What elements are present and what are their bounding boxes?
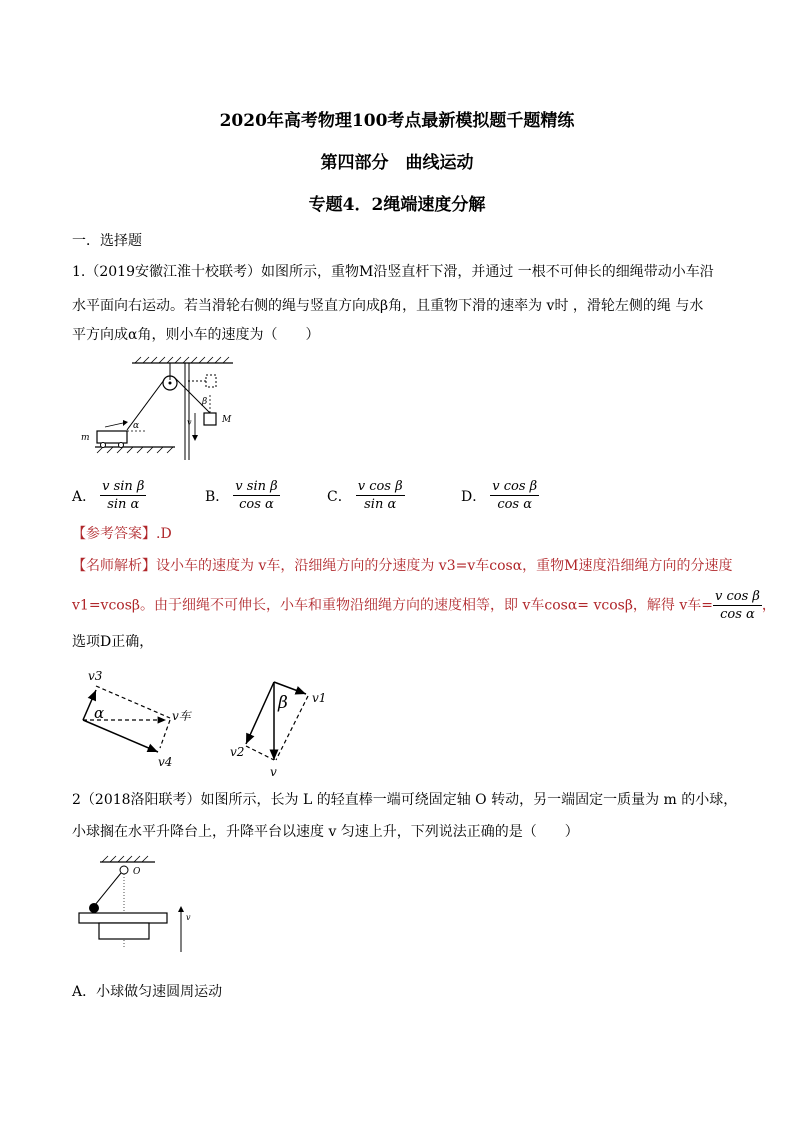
- part-title: 第四部分 曲线运动: [320, 153, 474, 173]
- q1-option-a-label: A．: [72, 488, 97, 505]
- section-heading: 一．选择题: [72, 233, 142, 249]
- q1-option-d[interactable]: [461, 478, 539, 513]
- q1-option-a-den: sin α: [107, 497, 140, 512]
- doc-title: 2020年高考物理100考点最新模拟题千题精练: [219, 111, 575, 131]
- q2-text-line2: 小球搁在水平升降台上，升降平台以速度 v 匀速上升，下列说法正确的是（ ）: [72, 824, 579, 840]
- vec-alpha: α: [94, 704, 105, 722]
- q1-text-line2: 水平面向右运动。若当滑轮右侧的绳与竖直方向成β角，且重物下滑的速率为 v时 ，滑轮左侧的绳 与水: [72, 298, 704, 314]
- q1-vector-figure: [78, 668, 348, 778]
- q1-option-d-num: v cos β: [492, 479, 538, 494]
- q1-analysis-line2: [72, 588, 776, 623]
- q1-fig-v: v: [187, 418, 192, 427]
- q2-text-line1: 2（2018洛阳联考）如图所示，长为 L 的轻直棒一端可绕固定轴 O 转动，另一端固定一质量为 m 的小球，: [72, 792, 738, 808]
- q2-lift-figure: [75, 852, 200, 957]
- q1-option-b-num: v sin β: [235, 479, 278, 494]
- analysis-line2-text: v1=vcosβ。由于细绳不可伸长，小车和重物沿细绳方向的速度相等，即 v车cosα= vcosβ，解得 v车=: [72, 597, 713, 614]
- q1-option-a-num: v sin β: [102, 479, 145, 494]
- analysis-line1-text: 设小车的速度为 v车，沿细绳方向的分速度为 v3=v车cosα，重物M速度沿细绳方向的分速度: [156, 558, 733, 574]
- analysis-frac-num: v cos β: [715, 589, 760, 604]
- q1-option-a[interactable]: [72, 478, 146, 513]
- q1-fig-m: m: [81, 433, 90, 443]
- q1-option-d-label: D．: [461, 488, 487, 505]
- q1-pulley-figure: [75, 355, 235, 465]
- topic-title: 专题4．2绳端速度分解: [308, 195, 486, 215]
- q1-fig-alpha: α: [133, 421, 140, 431]
- q1-option-c-num: v cos β: [357, 479, 403, 494]
- q2-fig-O: O: [133, 867, 141, 877]
- q1-option-b-den: cos α: [239, 497, 274, 512]
- q1-text-line3: 平方向成α角，则小车的速度为（ ）: [72, 327, 320, 343]
- q1-analysis-line3: 选项D正确，: [72, 634, 154, 650]
- q1-answer: [72, 524, 172, 544]
- vec-v4: v4: [158, 755, 173, 769]
- answer-value: .D: [156, 526, 172, 542]
- vec-v1: v1: [312, 691, 327, 705]
- vec-beta: β: [278, 693, 288, 713]
- analysis-frac-den: cos α: [720, 607, 755, 622]
- analysis-line2-tail: ，: [761, 597, 776, 614]
- vec-v3: v3: [88, 669, 103, 683]
- q1-fig-beta: β: [202, 397, 208, 407]
- analysis-tag: 【名师解析】: [72, 558, 156, 574]
- q1-text-line1: 1.（2019安徽江淮十校联考）如图所示，重物M沿竖直杆下滑，并通过 一根不可伸长的细绳带动小车沿: [72, 264, 714, 280]
- vec-v2: v2: [230, 745, 245, 759]
- q1-option-c[interactable]: [327, 478, 405, 513]
- q2-option-a[interactable]: A．小球做匀速圆周运动: [72, 984, 223, 1000]
- q1-option-c-den: sin α: [364, 497, 397, 512]
- vec-v: v: [270, 765, 277, 778]
- q1-option-c-label: C．: [327, 488, 352, 505]
- q1-fig-M: M: [222, 415, 232, 425]
- q1-option-b[interactable]: [205, 478, 280, 513]
- q2-fig-v: v: [186, 913, 191, 922]
- vec-vcar: v车: [172, 709, 191, 723]
- q1-option-d-den: cos α: [497, 497, 533, 512]
- q1-analysis-line1: [72, 556, 733, 576]
- q1-option-b-label: B．: [205, 488, 230, 505]
- answer-tag: 【参考答案】: [72, 526, 156, 542]
